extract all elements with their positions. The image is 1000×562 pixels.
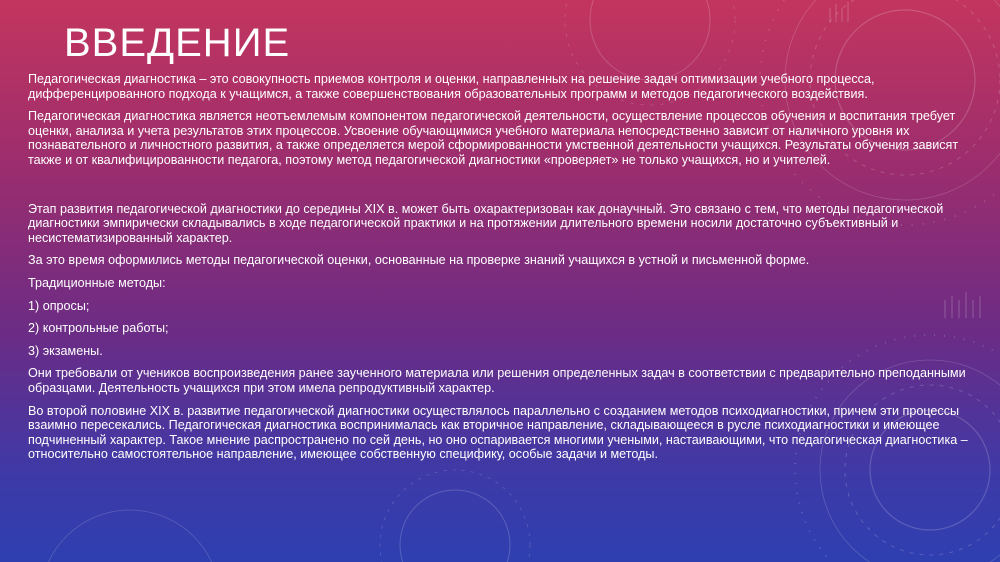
traditional-methods-heading: Традиционные методы: [28, 275, 166, 290]
paragraph-history: Этап развития педагогической диагностики до середины XIX в. может быть охарактеризован как донаучный. Это связано с тем, что методы педагогической диагностики эмпирически складывались в ходе педагогической практики и на протяжении длительного времени носили достаточно субъективный и несистематизированный характер. [28, 201, 944, 245]
list-item: 2) контрольные работы; [28, 321, 169, 336]
paragraph-xix-century: Во второй половине XIX в. развитие педагогической диагностики осуществлялось параллельно с созданием методов психодиагностики, причем эти процессы взаимно пересекались. Педагогическая диагностика воспринималась как вторичное направление, складывающееся в русле психодиагностики и имеющее подчиненный характер. Такое мнение распространено по сей день, но оно оспаривается многими учеными, настаивающими, что педагогическая диагностика – относительно самостоятельное направление, имеющее собственную специфику, особые задачи и методы. [28, 403, 968, 462]
list-item: 1) опросы; [28, 298, 90, 313]
paragraph-reproductive: Они требовали от учеников воспроизведения ранее заученного материала или решения определенных задач в соответствии с предварительно преподанными образцами. Деятельность учащихся при этом имела репродуктивный характер. [28, 366, 966, 395]
paragraph-methods: За это время оформились методы педагогической оценки, основанные на проверке знаний учащихся в устной и письменной форме. [28, 253, 810, 268]
paragraph-role: Педагогическая диагностика является неотъемлемым компонентом педагогической деятельности, осуществление процессов обучения и воспитания требует оценки, анализа и учета результатов этих процессов. Усвоение обучающимися учебного материала непосредственно зависит от наличного уровня их познавательного и личностного развития, а также определяется мерой сформированности умственной деятельности учащихся. Результаты обучения зависят также и от квалифицированности педагога, поэтому метод педагогической диагностики «проверяет» не только учащихся, но и учителей. [28, 109, 959, 167]
list-item: 3) экзамены. [28, 343, 103, 358]
slide-title: ВВЕДЕНИЕ [64, 21, 291, 65]
paragraph-definition: Педагогическая диагностика – это совокупность приемов контроля и оценки, направленных на решение задач оптимизации учебного процесса, дифференцированного подхода к учащимся, а также совершенствования образовательных программ и методов педагогического воздействия. [28, 72, 875, 101]
slide-body [28, 72, 974, 470]
